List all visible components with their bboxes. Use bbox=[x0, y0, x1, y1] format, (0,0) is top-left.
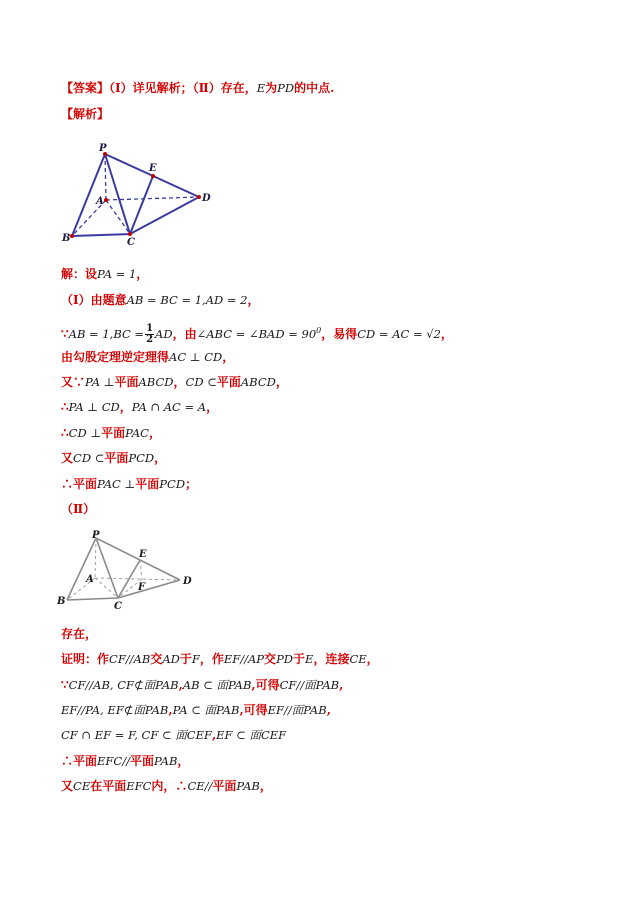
math-expression: CE bbox=[73, 779, 91, 793]
label-p: P bbox=[99, 143, 107, 154]
math-expression: ∠ABC = ∠BAD = 90 bbox=[196, 327, 317, 341]
line-10: （Ⅱ） bbox=[61, 502, 96, 516]
text-segment: 于 bbox=[293, 652, 306, 666]
label-d: D bbox=[202, 193, 211, 204]
text-segment: ∴平面 bbox=[61, 477, 98, 491]
text-segment: ， bbox=[173, 375, 186, 389]
line-16 bbox=[61, 753, 189, 769]
text-segment: ，连接 bbox=[313, 652, 350, 666]
fraction-half bbox=[145, 324, 154, 345]
math-expression: CD ⊂ bbox=[185, 375, 217, 389]
edge2-pb bbox=[67, 538, 96, 600]
math-expression: PAC ⊥ bbox=[97, 477, 136, 491]
text-segment: ； bbox=[185, 477, 198, 491]
math-expression: AB = BC = 1,AD = 2 bbox=[126, 293, 248, 307]
line-9 bbox=[61, 476, 197, 492]
figure-pyramid-2 bbox=[56, 530, 196, 610]
text-segment: ，由 bbox=[172, 327, 197, 341]
text-segment: 证明：作 bbox=[61, 652, 110, 666]
text-segment: ∴平面 bbox=[61, 754, 98, 768]
label2-p: P bbox=[92, 530, 100, 541]
math-expression: EF//PA, EF⊄面PAB bbox=[61, 703, 169, 717]
math-expression: ABCD bbox=[138, 375, 174, 389]
math-expression: PA ⊥ bbox=[85, 375, 115, 389]
vertex-dot bbox=[104, 198, 108, 202]
answer-e: E bbox=[256, 81, 266, 95]
math-expression: ABCD bbox=[240, 375, 276, 389]
text-segment: ∵ bbox=[61, 678, 69, 692]
vertex-dot bbox=[151, 174, 155, 178]
math-expression: AB ⊂ 面PAB bbox=[182, 678, 252, 692]
text-segment: ∵ bbox=[61, 327, 69, 341]
answer-end: 的中点. bbox=[294, 81, 335, 95]
math-expression: CE// bbox=[187, 779, 213, 793]
label2-a: A bbox=[86, 574, 94, 585]
math-expression: AB = 1,BC = bbox=[68, 327, 145, 341]
math-expression: PA ⊥ CD bbox=[68, 400, 120, 414]
math-expression: CD ⊥ bbox=[68, 426, 102, 440]
label2-d: D bbox=[183, 576, 192, 587]
text-segment: ∴ bbox=[61, 426, 69, 440]
label-b: B bbox=[62, 233, 71, 244]
vertex-dot bbox=[197, 195, 201, 199]
text-segment: 2 bbox=[146, 334, 154, 345]
text-segment: 平面 bbox=[104, 451, 129, 465]
edge-cd bbox=[130, 197, 199, 234]
edge-ce bbox=[130, 176, 153, 234]
line-4 bbox=[61, 349, 234, 365]
edge-pb bbox=[72, 154, 105, 236]
math-expression: CD = AC = √2 bbox=[357, 327, 441, 341]
text-segment: ， bbox=[366, 652, 379, 666]
text-segment: ， bbox=[440, 327, 453, 341]
math-expression: EF ⊂ 面CEF bbox=[216, 728, 287, 742]
math-expression: PAC bbox=[125, 426, 149, 440]
text-segment: 交 bbox=[264, 652, 277, 666]
label2-e: E bbox=[139, 549, 147, 560]
math-expression: CF//AB bbox=[109, 652, 151, 666]
figure-pyramid-1 bbox=[58, 140, 218, 245]
edge2-ad bbox=[95, 578, 180, 580]
text-segment: 于 bbox=[179, 652, 192, 666]
edge-ac bbox=[106, 200, 130, 234]
math-expression: PAB bbox=[153, 754, 178, 768]
line-11: 存在， bbox=[61, 627, 98, 641]
math-expression: PCD bbox=[159, 477, 186, 491]
math-expression: EF//面PAB bbox=[267, 703, 327, 717]
math-expression: PCD bbox=[128, 451, 155, 465]
text-segment: ， bbox=[154, 451, 167, 465]
text-segment: 在平面 bbox=[90, 779, 127, 793]
text-segment: 平面 bbox=[216, 375, 241, 389]
label-c: C bbox=[127, 237, 135, 245]
text-segment: 又 bbox=[61, 779, 74, 793]
math-expression: 0 bbox=[316, 326, 322, 335]
label-a: A bbox=[96, 196, 104, 207]
edge-bc bbox=[72, 234, 130, 236]
math-expression: CE bbox=[349, 652, 367, 666]
edge2-ef bbox=[140, 560, 142, 579]
text-segment: , bbox=[211, 728, 217, 742]
text-segment: ， bbox=[136, 267, 149, 281]
text-segment: （Ⅰ）由题意 bbox=[61, 293, 127, 307]
text-segment: ， bbox=[206, 400, 219, 414]
math-expression: PD bbox=[276, 652, 294, 666]
analysis-tag: 【解析】 bbox=[61, 107, 110, 121]
text-segment: ， bbox=[259, 779, 272, 793]
text-segment: 交 bbox=[150, 652, 163, 666]
text-segment: 内，∴ bbox=[151, 779, 188, 793]
text-segment: ， bbox=[247, 293, 260, 307]
text-segment: 又 bbox=[61, 451, 74, 465]
line-17 bbox=[61, 778, 272, 794]
line-7 bbox=[61, 425, 161, 441]
math-expression: EF//AP bbox=[223, 652, 265, 666]
vertex-dot bbox=[70, 234, 74, 238]
text-segment: ，易得 bbox=[321, 327, 358, 341]
edge-pc bbox=[105, 154, 130, 234]
text-segment: , bbox=[339, 678, 344, 692]
line-1 bbox=[61, 266, 148, 282]
line-15 bbox=[61, 727, 286, 743]
text-segment: ,可得 bbox=[239, 703, 268, 717]
text-segment: ， bbox=[275, 375, 288, 389]
text-segment: 1 bbox=[146, 323, 154, 334]
text-segment: 平面 bbox=[101, 426, 126, 440]
math-expression: F bbox=[191, 652, 200, 666]
answer-line bbox=[61, 80, 334, 96]
math-expression: PA ⊂ 面PAB bbox=[172, 703, 240, 717]
label2-b: B bbox=[57, 596, 66, 607]
line-2 bbox=[61, 292, 260, 308]
text-segment: , bbox=[168, 703, 173, 717]
answer-tag: 【答案】 bbox=[61, 81, 110, 95]
text-segment: ,可得 bbox=[251, 678, 280, 692]
text-segment: 又∵ bbox=[61, 375, 86, 389]
text-segment: , bbox=[326, 703, 331, 717]
text-segment: ∴ bbox=[61, 400, 69, 414]
edge-pa bbox=[105, 154, 106, 200]
line-13 bbox=[61, 677, 343, 693]
text-segment: ， bbox=[119, 400, 132, 414]
edge2-bc bbox=[67, 598, 118, 600]
math-expression: AD bbox=[155, 327, 173, 341]
label-e: E bbox=[149, 163, 157, 174]
text-segment: 平面 bbox=[135, 477, 160, 491]
line-5 bbox=[61, 374, 288, 390]
math-expression: EFC// bbox=[97, 754, 130, 768]
math-expression: E bbox=[305, 652, 314, 666]
line-12 bbox=[61, 651, 379, 667]
text-segment: ， bbox=[148, 426, 161, 440]
text-segment: 平面 bbox=[212, 779, 237, 793]
line-8 bbox=[61, 450, 166, 466]
text-segment: , bbox=[178, 678, 183, 692]
vertex-dot bbox=[128, 232, 132, 236]
math-expression: CD ⊂ bbox=[73, 451, 105, 465]
line-3 bbox=[61, 323, 453, 345]
math-expression: PAB bbox=[236, 779, 260, 793]
math-expression: AC ⊥ CD bbox=[169, 350, 223, 364]
text-segment: 平面 bbox=[114, 375, 139, 389]
text-segment: 由勾股定理逆定理得 bbox=[61, 350, 170, 364]
math-expression: PA ∩ AC = A bbox=[131, 400, 207, 414]
answer-pd: PD bbox=[277, 81, 295, 95]
math-expression: CF//AB, CF⊄面PAB bbox=[68, 678, 179, 692]
math-expression: CF ∩ EF = F, CF ⊂ 面CEF bbox=[61, 728, 212, 742]
text-segment: 解：设 bbox=[61, 267, 98, 281]
label2-c: C bbox=[114, 601, 122, 610]
edge2-pa bbox=[95, 538, 96, 578]
text-segment: ， bbox=[222, 350, 235, 364]
answer-mid: 为 bbox=[265, 81, 278, 95]
line-14 bbox=[61, 702, 331, 718]
label2-f: F bbox=[138, 582, 146, 593]
math-expression: AD bbox=[162, 652, 180, 666]
math-expression: EFC bbox=[126, 779, 152, 793]
math-expression: CF//面PAB bbox=[279, 678, 340, 692]
math-expression: PA = 1 bbox=[97, 267, 137, 281]
text-segment: 平面 bbox=[129, 754, 154, 768]
text-segment: ， bbox=[177, 754, 190, 768]
answer-text: （Ⅰ）详见解析；（Ⅱ）存在， bbox=[109, 81, 257, 95]
text-segment: ，作 bbox=[199, 652, 224, 666]
line-6 bbox=[61, 399, 218, 415]
